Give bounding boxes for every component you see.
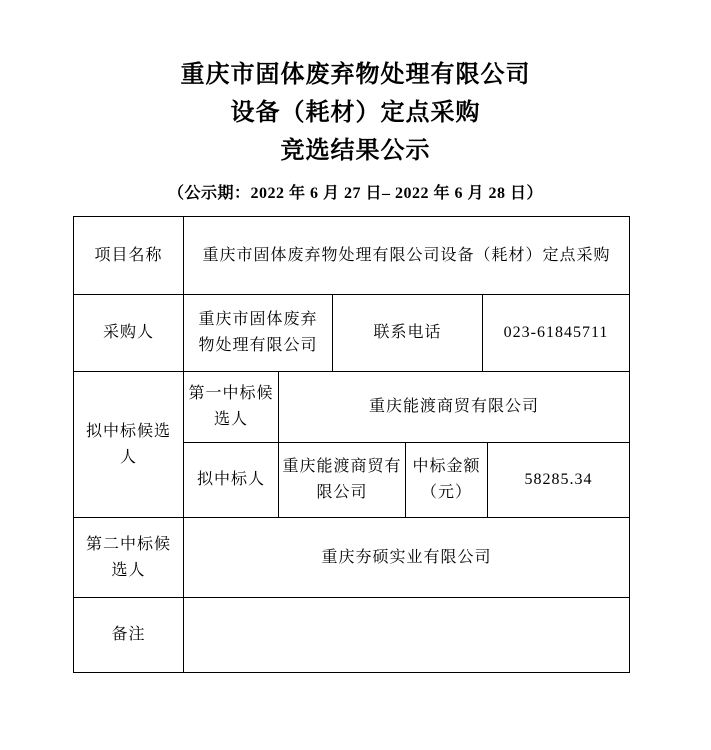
document-title-block bbox=[0, 56, 711, 206]
table-row-remarks bbox=[74, 598, 629, 672]
proposed-winner-row bbox=[184, 443, 629, 517]
candidates-label: 拟中标候选人 bbox=[74, 372, 184, 517]
candidates-subtable bbox=[184, 372, 629, 517]
table-row-candidates bbox=[74, 372, 629, 518]
contact-phone-value: 023-61845711 bbox=[503, 324, 609, 341]
publicity-period: （公示期：2022 年 6 月 27 日– 2022 年 6 月 28 日） bbox=[167, 185, 543, 202]
proposed-winner-label: 拟中标人 bbox=[184, 443, 279, 517]
table-row-project bbox=[74, 217, 629, 295]
title-procurement-line: 设备（耗材）定点采购 bbox=[230, 100, 481, 126]
second-candidate-label: 第二中标候选人 bbox=[74, 518, 184, 597]
proposed-winner-value: 重庆能渡商贸有限公司 bbox=[279, 443, 406, 517]
title-company-line: 重庆市固体废弃物处理有限公司 bbox=[180, 62, 531, 88]
contact-phone-label: 联系电话 bbox=[333, 295, 483, 371]
project-name-label: 项目名称 bbox=[74, 217, 184, 294]
result-table bbox=[73, 216, 630, 673]
winning-amount-value: 58285.34 bbox=[524, 471, 593, 488]
first-candidate-label: 第一中标候选人 bbox=[184, 372, 279, 442]
winning-amount-label: 中标金额（元） bbox=[406, 443, 488, 517]
table-row-second-candidate bbox=[74, 518, 629, 598]
remarks-label: 备注 bbox=[74, 598, 184, 672]
second-candidate-value: 重庆夯硕实业有限公司 bbox=[321, 548, 492, 566]
purchaser-label: 采购人 bbox=[74, 295, 184, 371]
first-candidate-value: 重庆能渡商贸有限公司 bbox=[368, 398, 539, 415]
purchaser-value: 重庆市固体废弃物处理有限公司 bbox=[184, 295, 333, 371]
title-result-line: 竞选结果公示 bbox=[280, 138, 431, 164]
project-name-value: 重庆市固体废弃物处理有限公司设备（耗材）定点采购 bbox=[202, 246, 611, 264]
first-candidate-row bbox=[184, 372, 629, 443]
remarks-value bbox=[184, 598, 629, 672]
table-row-purchaser bbox=[74, 295, 629, 372]
